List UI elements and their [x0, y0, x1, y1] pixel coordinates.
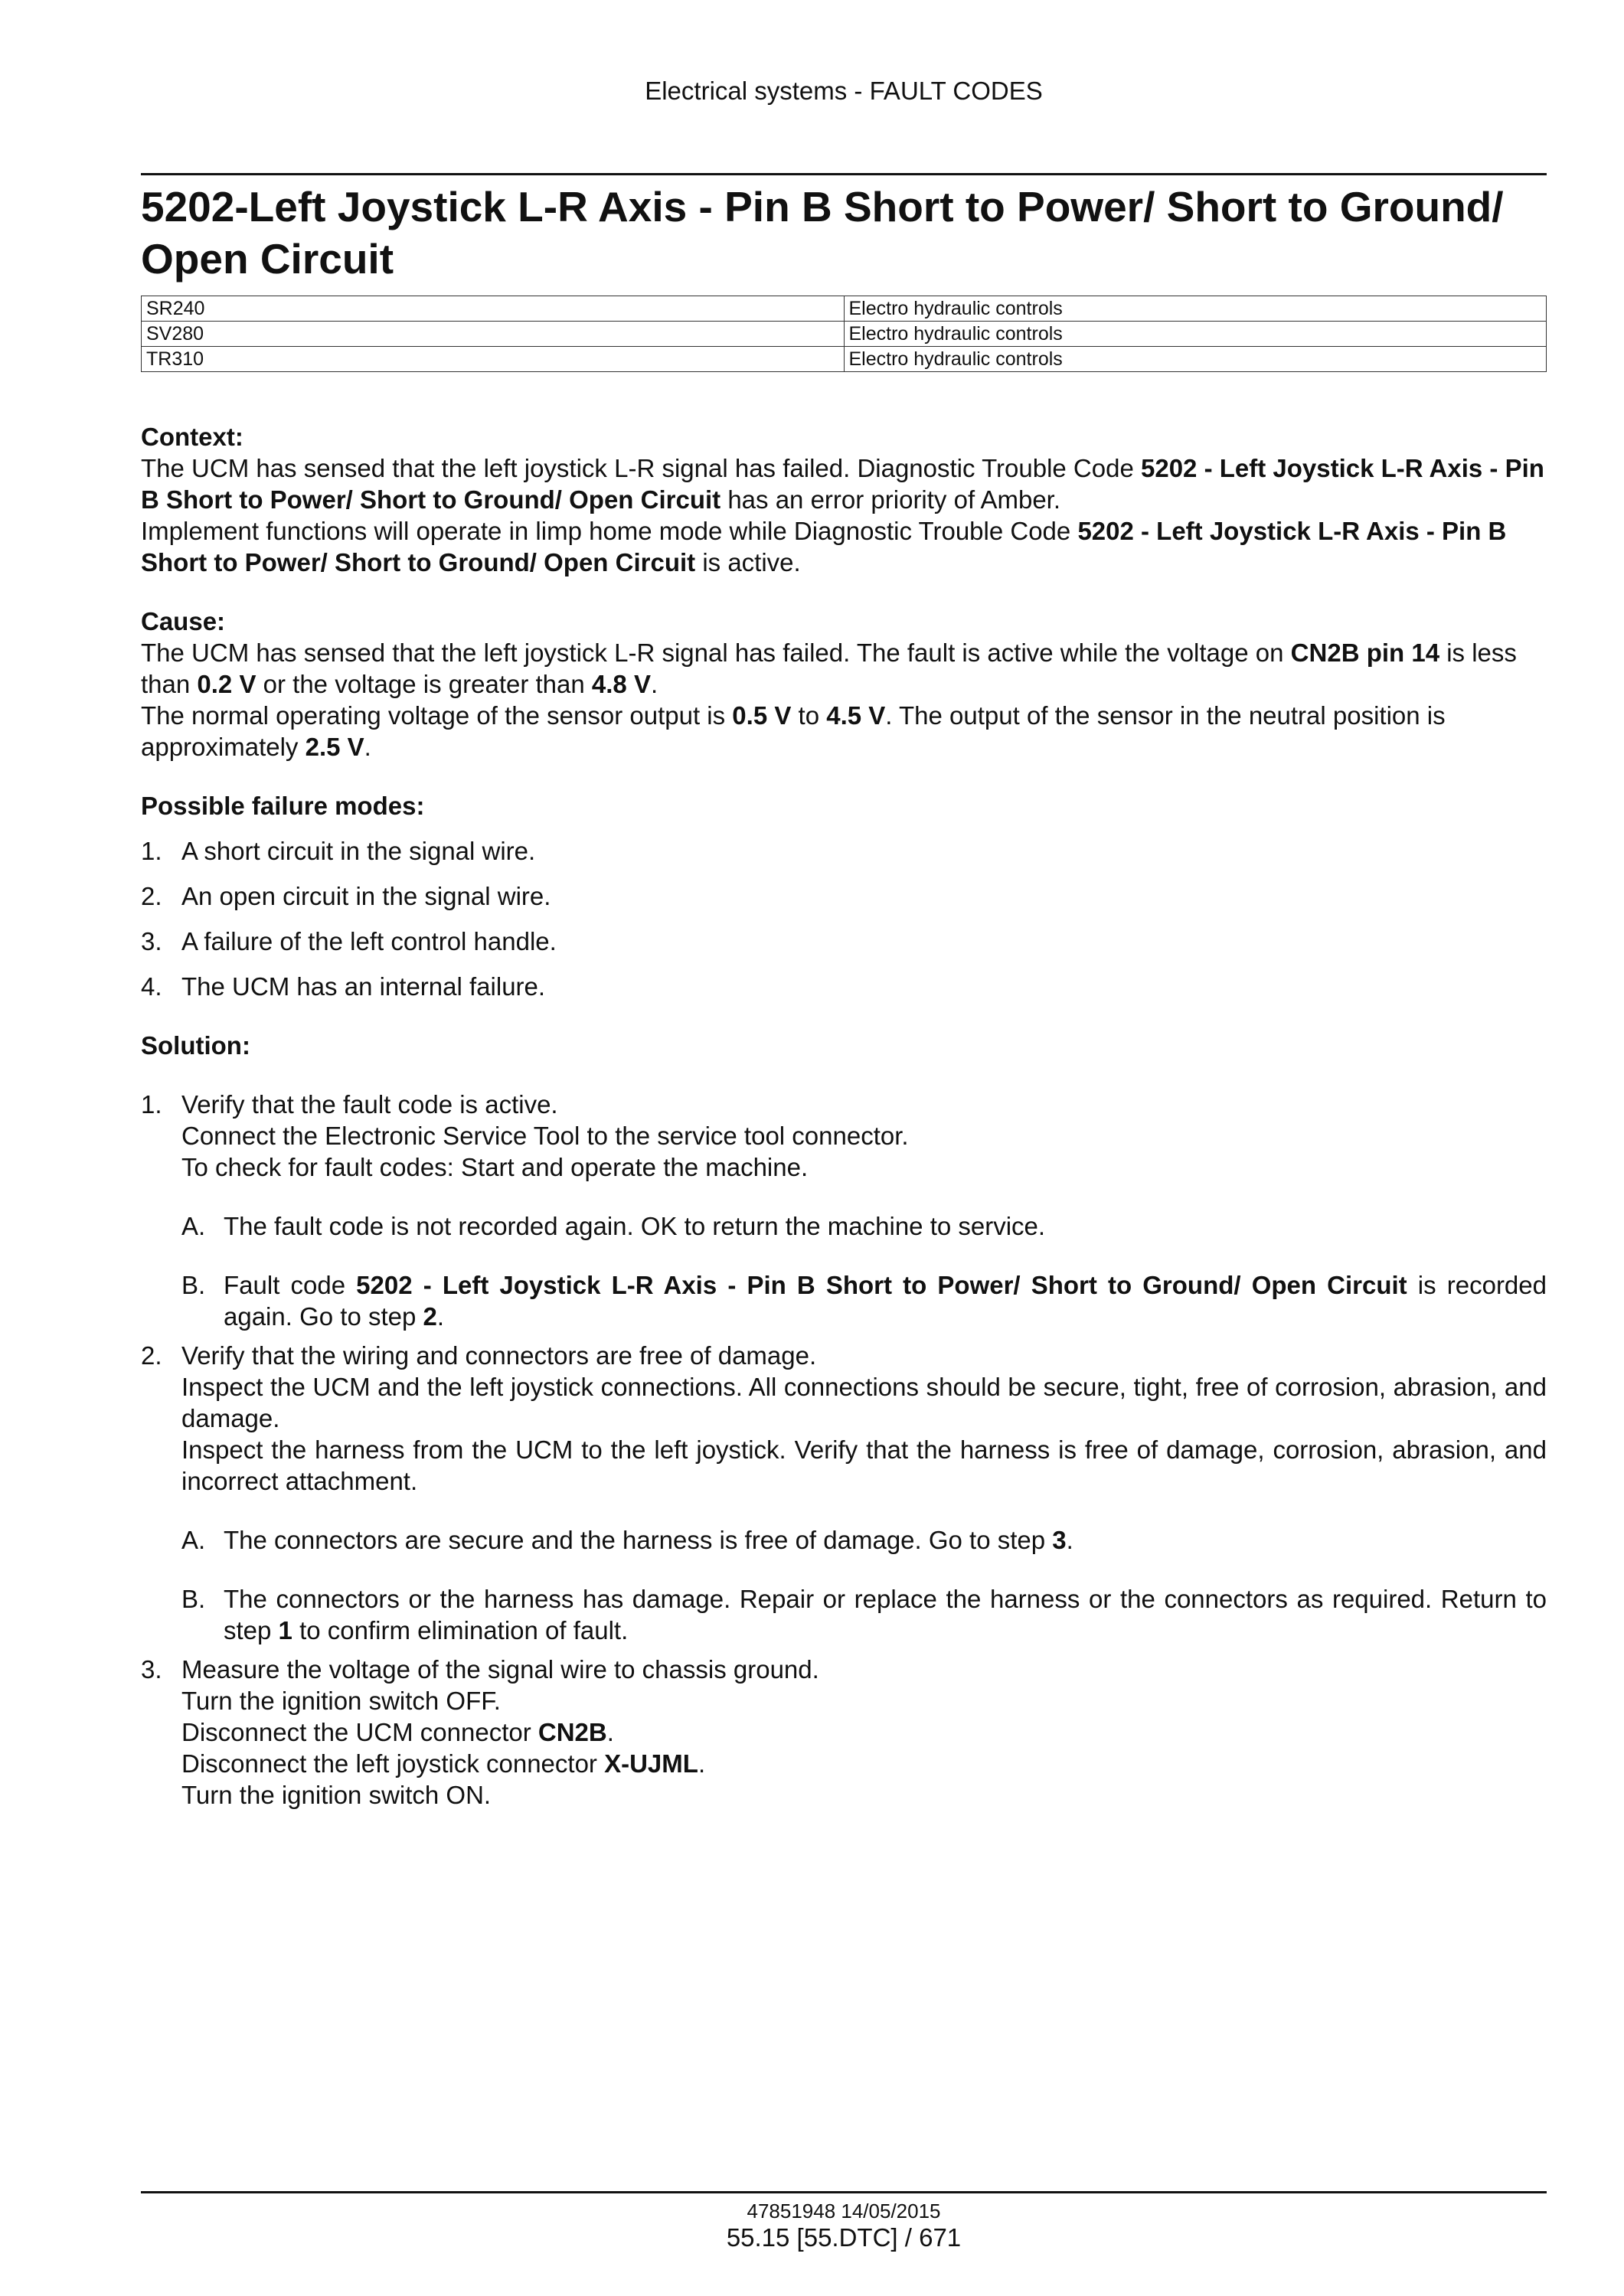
step-paragraph: Inspect the UCM and the left joystick connections. All connections should be secure, tight, free of corrosion, abrasion, and damage. — [181, 1373, 1547, 1432]
voltage-value: 4.8 V — [591, 670, 651, 698]
step-reference: 3 — [1052, 1526, 1067, 1554]
item-text: The UCM has an internal failure. — [181, 972, 546, 1001]
text-run: is less than — [141, 639, 1517, 698]
system-cell: Electro hydraulic controls — [844, 296, 1547, 322]
list-item — [141, 880, 1547, 912]
content-body — [141, 421, 1547, 1811]
text-run: is recorded again. Go to step — [224, 1271, 1547, 1331]
cause-heading: Cause: — [141, 607, 226, 635]
dtc-name: 5202 - Left Joystick L-R Axis - Pin B Short to Power/ Short to Ground/ Open Circuit — [356, 1271, 1407, 1299]
voltage-value: 0.2 V — [197, 670, 257, 698]
text-run: Disconnect the left joystick connector — [181, 1749, 605, 1778]
text-run: The connectors or the harness has damage. Repair or replace the harness or the connectors as required. Return to step — [224, 1585, 1547, 1644]
option-letter: A. — [181, 1526, 206, 1554]
option-text: The fault code is not recorded again. OK to return the machine to service. — [224, 1212, 1046, 1240]
model-cell: SR240 — [142, 296, 845, 322]
step-title: Verify that the wiring and connectors are free of damage. — [181, 1341, 817, 1370]
solution-step-3 — [141, 1654, 1547, 1811]
text-run: Disconnect the UCM connector — [181, 1718, 538, 1746]
cause-paragraph-1 — [141, 637, 1547, 700]
list-item — [141, 835, 1547, 867]
page-number: 55.15 [55.DTC] / 671 — [726, 2223, 962, 2252]
document-page — [141, 0, 1547, 2296]
step-reference: 1 — [278, 1616, 292, 1644]
text-run: to — [791, 701, 827, 730]
text-run: . — [650, 670, 658, 698]
model-cell: TR310 — [142, 347, 845, 372]
text-run: . — [436, 1302, 445, 1331]
connector-id: CN2B — [538, 1718, 607, 1746]
voltage-value: 2.5 V — [305, 733, 364, 761]
solution-step-2 — [141, 1340, 1547, 1646]
pin-reference: CN2B pin 14 — [1290, 639, 1440, 667]
dtc-name: 5202 - Left Joystick L-R Axis - Pin B Short to Power/ Short to Ground/ Open Circuit — [141, 517, 1507, 576]
text-run: Fault code — [224, 1271, 357, 1299]
voltage-value: 4.5 V — [826, 701, 886, 730]
text-run: is active. — [695, 548, 801, 576]
solution-heading: Solution: — [141, 1031, 250, 1060]
dtc-name: 5202 - Left Joystick L-R Axis - Pin B Short to Power/ Short to Ground/ Open Circuit — [141, 454, 1544, 514]
step-number: 3. — [141, 1655, 162, 1684]
voltage-value: 0.5 V — [732, 701, 792, 730]
text-run: The normal operating voltage of the sensor output is — [141, 701, 733, 730]
model-cell: SV280 — [142, 322, 845, 347]
running-header: Electrical systems - FAULT CODES — [645, 77, 1043, 105]
item-number: 2. — [141, 882, 162, 910]
option-text — [224, 1269, 1547, 1332]
table-row — [142, 347, 1547, 372]
header-rule — [141, 173, 1547, 175]
step-option-b — [181, 1583, 1547, 1646]
system-cell: Electro hydraulic controls — [844, 322, 1547, 347]
option-text — [224, 1524, 1547, 1556]
step-title: Measure the voltage of the signal wire to chassis ground. — [181, 1655, 819, 1684]
context-paragraph-1 — [141, 452, 1547, 515]
item-text: A short circuit in the signal wire. — [181, 837, 536, 865]
step-paragraph — [181, 1748, 1547, 1779]
step-paragraph: Turn the ignition switch OFF. — [181, 1687, 501, 1715]
item-number: 4. — [141, 972, 162, 1001]
text-run: . — [606, 1718, 614, 1746]
option-letter: B. — [181, 1271, 206, 1299]
step-paragraph: Turn the ignition switch ON. — [181, 1781, 492, 1809]
text-run: . — [698, 1749, 706, 1778]
text-run: has an error priority of Amber. — [721, 485, 1061, 514]
step-paragraph: Inspect the harness from the UCM to the left joystick. Verify that the harness is free of damage, corrosion, abrasion, and incorrect attachment. — [181, 1435, 1547, 1495]
table-row — [142, 296, 1547, 322]
system-cell: Electro hydraulic controls — [844, 347, 1547, 372]
list-item — [141, 971, 1547, 1002]
page-title: 5202-Left Joystick L-R Axis - Pin B Short to Power/ Short to Ground/ Open Circuit — [141, 183, 1504, 283]
list-item — [141, 926, 1547, 957]
step-number: 2. — [141, 1341, 162, 1370]
item-number: 1. — [141, 837, 162, 865]
model-table — [141, 296, 1547, 372]
item-text: An open circuit in the signal wire. — [181, 882, 551, 910]
step-title: Verify that the fault code is active. — [181, 1090, 558, 1119]
text-run: or the voltage is greater than — [256, 670, 592, 698]
connector-id: X-UJML — [604, 1749, 698, 1778]
step-paragraph — [181, 1716, 1547, 1748]
option-text — [224, 1583, 1547, 1646]
step-option-b — [181, 1269, 1547, 1332]
step-paragraph: To check for fault codes: Start and operate the machine. — [181, 1153, 809, 1181]
item-number: 3. — [141, 927, 162, 955]
text-run: The UCM has sensed that the left joystick L-R signal has failed. Diagnostic Trouble Code — [141, 454, 1141, 482]
text-run: . — [364, 733, 371, 761]
table-row — [142, 322, 1547, 347]
cause-paragraph-2 — [141, 700, 1547, 763]
option-letter: A. — [181, 1212, 206, 1240]
step-number: 1. — [141, 1090, 162, 1119]
document-code: 47851948 14/05/2015 — [747, 2200, 941, 2223]
text-run: The UCM has sensed that the left joystick L-R signal has failed. The fault is active while the voltage on — [141, 639, 1291, 667]
failure-modes-heading: Possible failure modes: — [141, 792, 425, 820]
option-letter: B. — [181, 1585, 206, 1613]
text-run: . The output of the sensor in the neutral position is approximately — [141, 701, 1446, 761]
solution-step-1 — [141, 1089, 1547, 1332]
step-paragraph: Connect the Electronic Service Tool to the service tool connector. — [181, 1122, 909, 1150]
step-reference: 2 — [423, 1302, 437, 1331]
step-option-a — [181, 1524, 1547, 1556]
item-text: A failure of the left control handle. — [181, 927, 557, 955]
footer-rule — [141, 2191, 1547, 2193]
text-run: . — [1066, 1526, 1073, 1554]
context-heading: Context: — [141, 423, 243, 451]
step-option-a — [181, 1210, 1547, 1242]
failure-modes-list — [141, 835, 1547, 1002]
text-run: Implement functions will operate in limp home mode while Diagnostic Trouble Code — [141, 517, 1078, 545]
text-run: to confirm elimination of fault. — [292, 1616, 629, 1644]
context-paragraph-2 — [141, 515, 1547, 578]
text-run: The connectors are secure and the harness is free of damage. Go to step — [224, 1526, 1053, 1554]
